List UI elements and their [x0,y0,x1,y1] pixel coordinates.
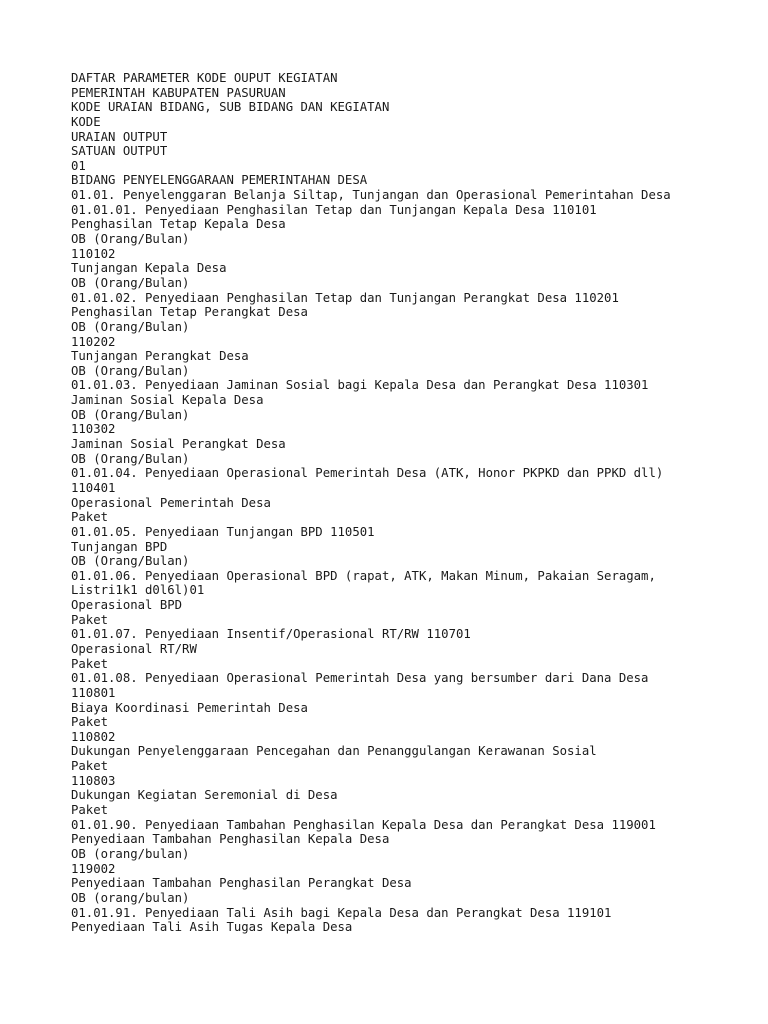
text-line: Paket [71,803,109,818]
text-line: OB (Orang/Bulan) [71,319,190,334]
text-line: Jaminan Sosial Perangkat Desa [71,437,286,452]
text-line: Penyediaan Tali Asih Tugas Kepala Desa [71,920,353,935]
document-subtitle: PEMERINTAH KABUPATEN PASURUAN [71,85,286,100]
text-line: Penghasilan Tetap Kepala Desa [71,217,286,232]
text-line: Paket [71,612,109,627]
text-line: 01.01. Penyelenggaran Belanja Siltap, Tunjangan dan Operasional Pemerintahan Desa [71,188,671,203]
text-line: Tunjangan BPD [71,539,168,554]
text-line: Paket [71,715,109,730]
text-line: 110803 [71,773,116,788]
text-line: Penghasilan Tetap Perangkat Desa [71,305,308,320]
text-line: 01.01.04. Penyediaan Operasional Pemerintah Desa (ATK, Honor PKPKD dan PPKD dll) [71,466,664,481]
text-line: Paket [71,759,109,774]
column-header-kode: KODE [71,114,101,129]
text-line: 01.01.01. Penyediaan Penghasilan Tetap dan Tunjangan Kepala Desa 110101 [71,202,597,217]
text-line: Dukungan Kegiatan Seremonial di Desa [71,788,338,803]
text-line: OB (orang/bulan) [71,846,190,861]
text-line: OB (orang/bulan) [71,890,190,905]
text-line: 110102 [71,246,116,261]
text-line: 119002 [71,861,116,876]
document-heading: KODE URAIAN BIDANG, SUB BIDANG DAN KEGIATAN [71,100,390,115]
text-line: OB (Orang/Bulan) [71,451,190,466]
text-line: Biaya Koordinasi Pemerintah Desa [71,700,308,715]
text-line: 01.01.02. Penyediaan Penghasilan Tetap dan Tunjangan Perangkat Desa 110201 [71,290,619,305]
text-line: 01.01.07. Penyediaan Insentif/Operasional RT/RW 110701 [71,627,471,642]
text-line: OB (Orang/Bulan) [71,232,190,247]
text-line: 01 [71,158,86,173]
text-line: OB (Orang/Bulan) [71,275,190,290]
text-line: Operasional Pemerintah Desa [71,495,271,510]
text-line: Tunjangan Kepala Desa [71,261,227,276]
text-line: Operasional BPD [71,598,183,613]
text-line: Paket [71,510,109,525]
text-line: 01.01.91. Penyediaan Tali Asih bagi Kepala Desa dan Perangkat Desa 119101 [71,905,612,920]
text-line: Jaminan Sosial Kepala Desa [71,393,264,408]
text-line: Tunjangan Perangkat Desa [71,349,249,364]
document-page [71,71,751,935]
text-line: OB (Orang/Bulan) [71,407,190,422]
text-line: Dukungan Penyelenggaraan Pencegahan dan Penanggulangan Kerawanan Sosial [71,744,597,759]
text-line: 110401 [71,480,116,495]
text-line: 110302 [71,422,116,437]
document-title: DAFTAR PARAMETER KODE OUPUT KEGIATAN [71,71,338,85]
text-line: Paket [71,656,109,671]
text-line: OB (Orang/Bulan) [71,363,190,378]
text-line: 01.01.03. Penyediaan Jaminan Sosial bagi Kepala Desa dan Perangkat Desa 110301 [71,378,649,393]
text-line: 110202 [71,334,116,349]
text-line: Listri1k1 d0l6l)01 [71,583,205,598]
text-line: Penyediaan Tambahan Penghasilan Kepala Desa [71,832,390,847]
text-line: 01.01.05. Penyediaan Tunjangan BPD 110501 [71,524,375,539]
text-line: Penyediaan Tambahan Penghasilan Perangkat Desa [71,876,412,891]
text-line: 110802 [71,729,116,744]
text-line: 01.01.08. Penyediaan Operasional Pemerintah Desa yang bersumber dari Dana Desa [71,671,649,686]
text-line: BIDANG PENYELENGGARAAN PEMERINTAHAN DESA [71,173,368,188]
text-line: Operasional RT/RW [71,641,197,656]
column-header-uraian-output: URAIAN OUTPUT [71,129,168,144]
text-line: OB (Orang/Bulan) [71,554,190,569]
text-line: 01.01.06. Penyediaan Operasional BPD (rapat, ATK, Makan Minum, Pakaian Seragam, [71,568,656,583]
text-line: 01.01.90. Penyediaan Tambahan Penghasilan Kepala Desa dan Perangkat Desa 119001 [71,817,656,832]
column-header-satuan-output: SATUAN OUTPUT [71,144,168,159]
text-line: 110801 [71,685,116,700]
